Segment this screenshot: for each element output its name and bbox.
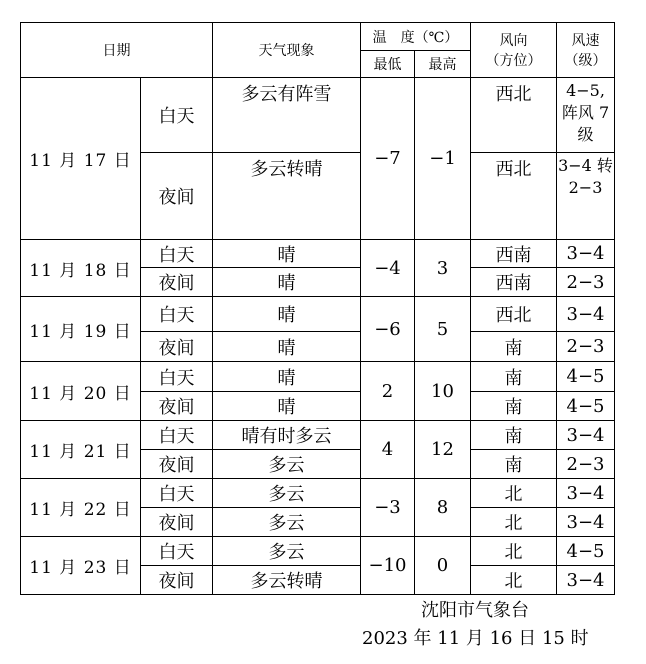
footer-org: 沈阳市气象台 [421, 600, 529, 621]
wind-speed-day: 3−4 [557, 479, 615, 508]
wind-speed-day: 3−4 [557, 421, 615, 450]
wind-speed-night: 3−4 [557, 566, 615, 595]
weather-day: 晴 [213, 240, 361, 268]
header-max: 最高 [415, 51, 471, 78]
header-wind-direction [471, 23, 557, 78]
temp-max: 12 [415, 421, 471, 479]
wind-dir-night: 南 [471, 332, 557, 362]
wind-speed-night: 2−3 [557, 268, 615, 297]
period-night: 夜间 [141, 508, 213, 537]
header-wind-speed [557, 23, 615, 78]
period-night: 夜间 [141, 268, 213, 297]
date-cell: 11 月 17 日 [21, 78, 141, 240]
wind-dir-night: 北 [471, 566, 557, 595]
date-cell: 11 月 22 日 [21, 479, 141, 537]
period-day: 白天 [141, 479, 213, 508]
header-wind-direction-label: 风向 [499, 33, 528, 49]
weather-day: 多云 [213, 479, 361, 508]
wind-dir-day: 北 [471, 479, 557, 508]
footer-datetime: 2023 年 11 月 16 日 15 时 [362, 628, 589, 649]
header-phenomenon: 天气现象 [213, 23, 361, 78]
wind-dir-night: 南 [471, 450, 557, 479]
temp-min: −7 [361, 78, 415, 240]
temp-max: 5 [415, 297, 471, 362]
period-night: 夜间 [141, 566, 213, 595]
header-temperature: 温 度（℃） [361, 23, 471, 51]
temp-max: 10 [415, 362, 471, 421]
weather-day: 多云 [213, 537, 361, 566]
period-day: 白天 [141, 297, 213, 332]
wind-speed-day: 3−4 [557, 240, 615, 268]
temp-max: 3 [415, 240, 471, 297]
temp-min: 4 [361, 421, 415, 479]
forecast-table [20, 22, 615, 595]
period-day: 白天 [141, 421, 213, 450]
header-wind-speed-label: 风速 [571, 33, 600, 49]
weather-day: 晴 [213, 362, 361, 392]
wind-dir-night: 西南 [471, 268, 557, 297]
weather-night: 晴 [213, 392, 361, 421]
weather-day: 晴 [213, 297, 361, 332]
wind-speed-night: 3−4 转 2−3 [557, 153, 615, 240]
wind-dir-day: 北 [471, 537, 557, 566]
wind-dir-day: 南 [471, 421, 557, 450]
period-day: 白天 [141, 240, 213, 268]
wind-speed-day: 4−5 [557, 362, 615, 392]
wind-dir-night: 西北 [471, 153, 557, 240]
wind-speed-day: 3−4 [557, 297, 615, 332]
wind-speed-night: 2−3 [557, 450, 615, 479]
temp-min: 2 [361, 362, 415, 421]
weather-night: 晴 [213, 332, 361, 362]
weather-night: 晴 [213, 268, 361, 297]
weather-night: 多云 [213, 508, 361, 537]
wind-dir-day: 南 [471, 362, 557, 392]
wind-speed-day: 4−5, 阵风 7 级 [557, 78, 615, 153]
period-night: 夜间 [141, 332, 213, 362]
date-cell: 11 月 20 日 [21, 362, 141, 421]
wind-speed-night: 3−4 [557, 508, 615, 537]
period-day: 白天 [141, 362, 213, 392]
header-wind-direction-sub: （方位） [485, 53, 542, 69]
header-date: 日期 [21, 23, 213, 78]
temp-min: −3 [361, 479, 415, 537]
temp-min: −6 [361, 297, 415, 362]
wind-speed-night: 2−3 [557, 332, 615, 362]
header-min: 最低 [361, 51, 415, 78]
date-cell: 11 月 21 日 [21, 421, 141, 479]
period-day: 白天 [141, 78, 213, 153]
wind-dir-day: 西北 [471, 78, 557, 153]
wind-dir-night: 南 [471, 392, 557, 421]
weather-night: 多云 [213, 450, 361, 479]
temp-min: −4 [361, 240, 415, 297]
period-night: 夜间 [141, 392, 213, 421]
weather-day: 多云有阵雪 [213, 78, 361, 153]
weather-day: 晴有时多云 [213, 421, 361, 450]
period-day: 白天 [141, 537, 213, 566]
forecast-body [21, 78, 615, 595]
wind-speed-day: 4−5 [557, 537, 615, 566]
temp-max: −1 [415, 78, 471, 240]
wind-dir-day: 西南 [471, 240, 557, 268]
wind-speed-night: 4−5 [557, 392, 615, 421]
temp-max: 0 [415, 537, 471, 595]
wind-dir-night: 北 [471, 508, 557, 537]
temp-max: 8 [415, 479, 471, 537]
temp-min: −10 [361, 537, 415, 595]
date-cell: 11 月 18 日 [21, 240, 141, 297]
date-cell: 11 月 23 日 [21, 537, 141, 595]
period-night: 夜间 [141, 153, 213, 240]
weather-night: 多云转晴 [213, 566, 361, 595]
wind-dir-day: 西北 [471, 297, 557, 332]
period-night: 夜间 [141, 450, 213, 479]
header-wind-speed-sub: （级） [564, 53, 607, 69]
weather-night: 多云转晴 [213, 153, 361, 240]
date-cell: 11 月 19 日 [21, 297, 141, 362]
